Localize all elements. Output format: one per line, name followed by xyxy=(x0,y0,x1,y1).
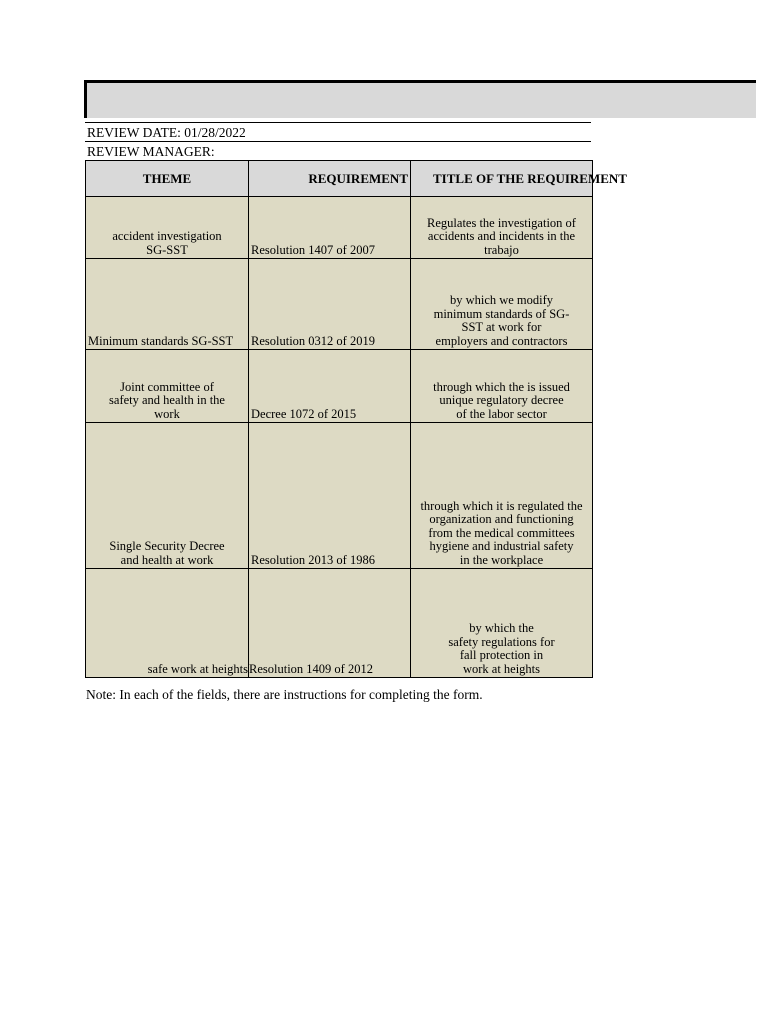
table-row xyxy=(86,197,593,259)
table-row xyxy=(86,569,593,678)
cell-theme: Joint committee of safety and health in the work xyxy=(86,350,249,423)
table-row xyxy=(86,423,593,569)
cell-theme: safe work at heights xyxy=(86,569,249,678)
cell-title: by which the safety regulations for fall protection in work at heights xyxy=(411,569,593,678)
cell-title: through which it is regulated the organization and functioning from the medical committees hygiene and industrial safety in the workplace xyxy=(411,423,593,569)
cell-theme: Minimum standards SG-SST xyxy=(86,259,249,350)
table-header-row xyxy=(86,161,593,197)
column-header-theme: THEME xyxy=(86,161,249,197)
cell-theme: accident investigation SG-SST xyxy=(86,197,249,259)
cell-title: by which we modify minimum standards of SG- SST at work for employers and contractors xyxy=(411,259,593,350)
cell-requirement: Resolution 0312 of 2019 xyxy=(249,259,411,350)
form-note: Note: In each of the fields, there are instructions for completing the form. xyxy=(86,687,483,702)
cell-title: through which the is issued unique regulatory decree of the labor sector xyxy=(411,350,593,423)
cell-requirement: Resolution 2013 of 1986 xyxy=(249,423,411,569)
review-date: REVIEW DATE: 01/28/2022 xyxy=(85,122,591,142)
cell-title: Regulates the investigation of accidents and incidents in the trabajo xyxy=(411,197,593,259)
cell-requirement: Resolution 1407 of 2007 xyxy=(249,197,411,259)
requirements-table xyxy=(85,160,627,678)
cell-requirement: Resolution 1409 of 2012 xyxy=(249,569,411,678)
table-row xyxy=(86,259,593,350)
column-header-title: TITLE OF THE REQUIREMENT xyxy=(411,161,593,197)
column-header-requirement: REQUIREMENT xyxy=(249,161,411,197)
header-band xyxy=(84,80,756,118)
cell-theme: Single Security Decree and health at work xyxy=(86,423,249,569)
cell-requirement: Decree 1072 of 2015 xyxy=(249,350,411,423)
table-row xyxy=(86,350,593,423)
review-manager: REVIEW MANAGER: xyxy=(87,144,215,159)
